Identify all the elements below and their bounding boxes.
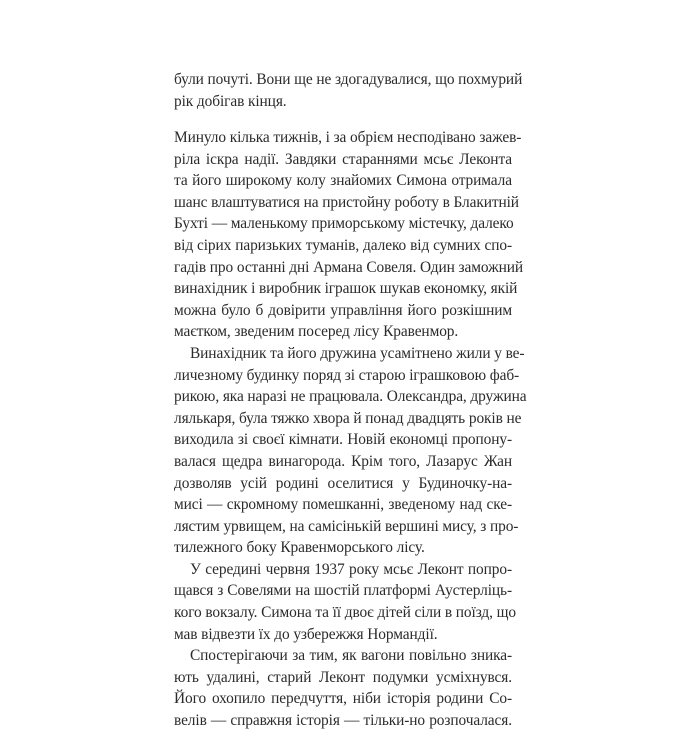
text-line: личезному будинку поряд зі старою іграшковою фаб- — [174, 366, 520, 384]
text-line: щався з Совелями на шостій платформі Аустерліць- — [174, 582, 512, 600]
text-line: У середині червня 1937 року мсьє Леконт попро- — [190, 560, 512, 578]
text-line: кого вокзалу. Симона та її двоє дітей сіли в поїзд, що — [174, 604, 516, 622]
text-line: Бухті — маленькому приморському містечку, далеко — [174, 215, 514, 233]
text-line: мисі — скромному помешканні, зведеному над ске- — [174, 496, 512, 514]
text-line: гадів про останні дні Армана Совеля. Один заможний — [174, 258, 524, 276]
text-line: велів — справжня історія — тільки-но розпочалася. — [174, 712, 512, 730]
text-line: від сірих паризьких туманів, далеко від сумних спо- — [174, 236, 512, 254]
text-line: рикою, яка наразі не працювала. Олександра, дружина — [174, 388, 527, 406]
main-text — [174, 127, 527, 732]
text-line: маєтком, зведеним посеред лісу Кравенмор. — [174, 323, 459, 341]
text-line: мав відвезти їх до узбережжя Нормандії. — [174, 625, 438, 643]
text-line: Минуло кілька тижнів, і за обрієм несподівано зажев- — [174, 129, 522, 146]
text-line: були почуті. Вони ще не здогадувалися, що похмурий — [174, 71, 523, 88]
text-line: Його охопило передчуття, ніби історія родини Со- — [174, 690, 512, 708]
text-line: рік добігав кінця. — [174, 92, 287, 110]
text-line: лястим урвищем, на самісінькій вершині мису, з про- — [174, 517, 519, 535]
text-line: винахідник і виробник іграшок шукав економку, якій — [174, 280, 518, 298]
text-line: ють удалині, старий Леконт подумки усміхнувся. — [174, 668, 512, 686]
text-line: ріла іскра надії. Завдяки стараннями мсьє Леконта — [174, 150, 512, 168]
text-line: можна було б довірити управління його розкішним — [174, 301, 512, 319]
text-line: Спостерігаючи за тим, як вагони повільно зника- — [190, 647, 512, 665]
text-line: валася щедра винагорода. Крім того, Лазарус Жан — [174, 452, 512, 470]
text-line: тилежного боку Кравенморського лісу. — [174, 539, 425, 557]
text-line: лялькаря, була тяжко хвора й понад двадцять років не — [174, 409, 522, 427]
paragraph-continuation — [174, 69, 523, 112]
text-line: та його широкому колу знайомих Симона отримала — [174, 172, 512, 190]
text-line: дозволяв усій родині оселитися у Будиночку-на- — [174, 474, 512, 492]
text-line: шанс влаштуватися на пристойну роботу в Блакитній — [174, 193, 519, 211]
text-line: виходила зі своєї кімнати. Новій економці пропону- — [174, 431, 512, 449]
text-line: Винахідник та його дружина усамітнено жили у ве- — [190, 344, 525, 362]
